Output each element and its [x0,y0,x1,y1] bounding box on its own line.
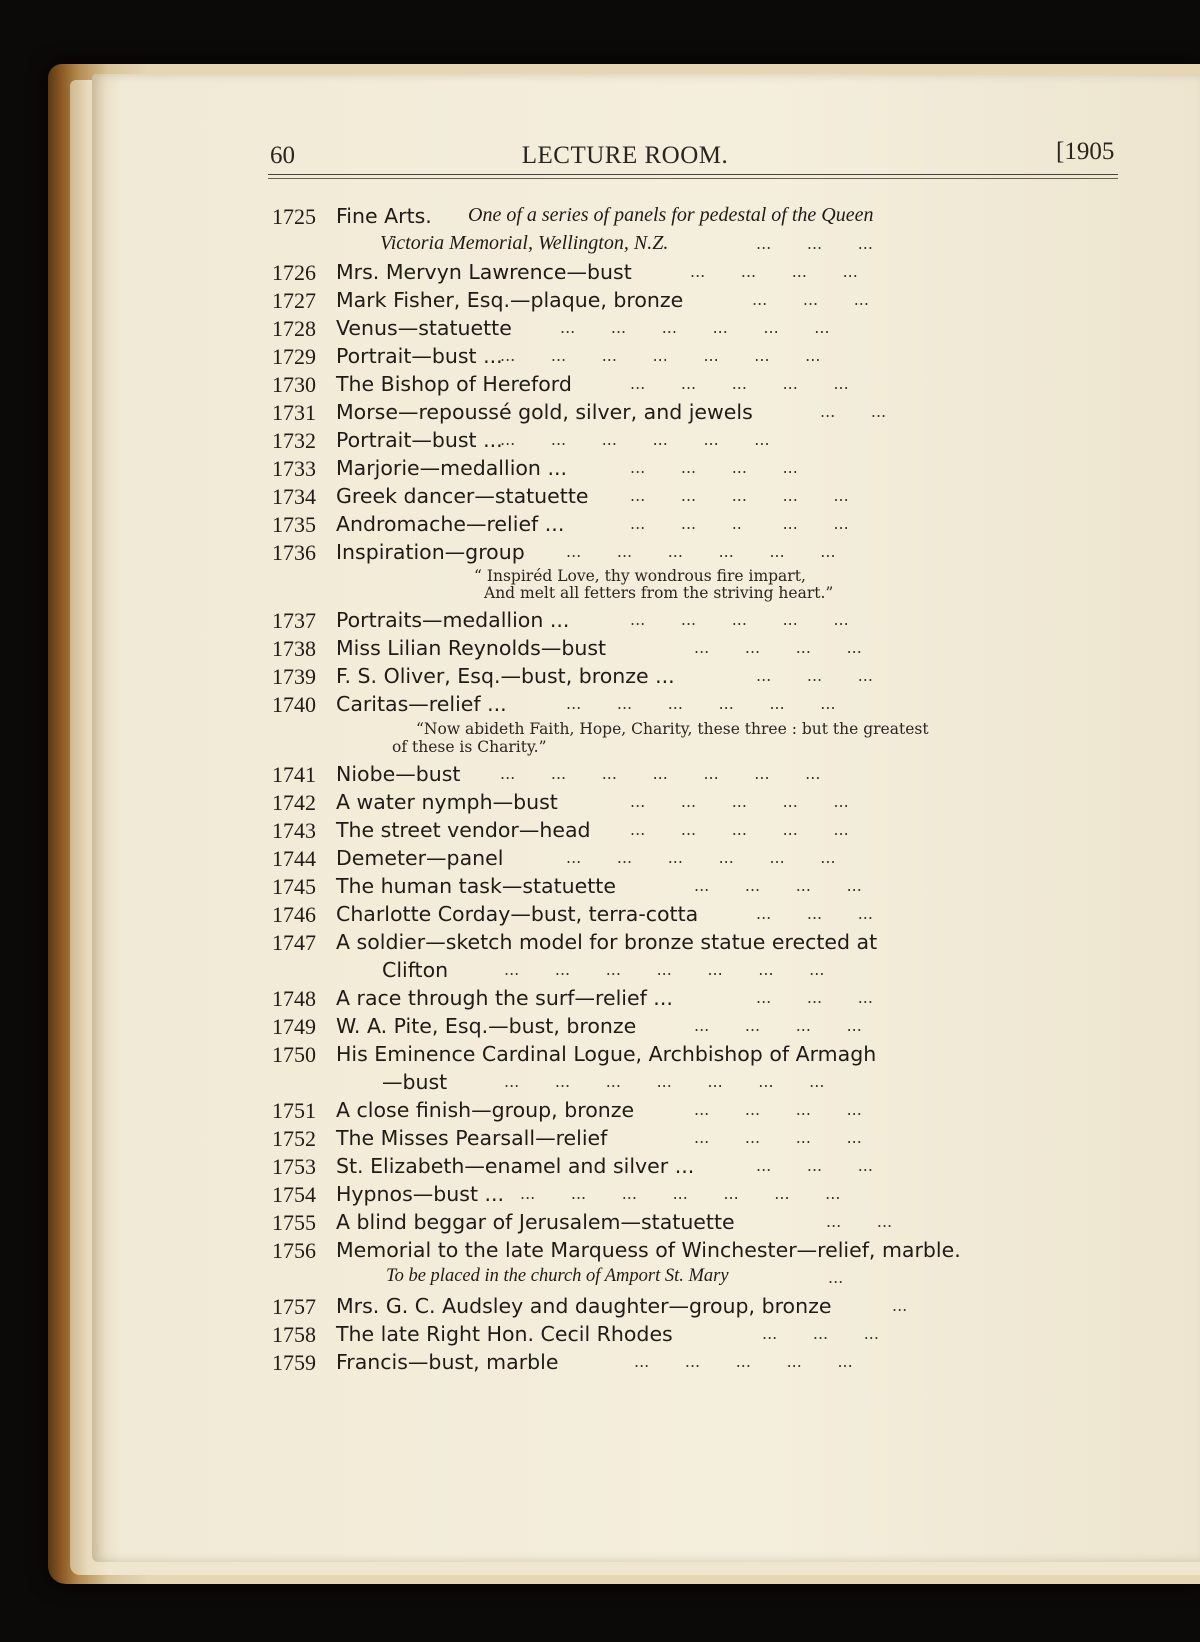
entry-title: F. S. Oliver, Esq.—bust, bronze ... [336,664,675,688]
leader-dots: ... ... ... [762,1324,879,1343]
leader-dots: ... ... [826,1212,893,1231]
entry-number: 1734 [272,484,316,509]
entry-number: 1747 [272,930,316,955]
entry-number: 1726 [272,260,316,285]
entry-note-cont: Victoria Memorial, Wellington, N.Z. [380,232,669,254]
entry-title: Inspiration—group [336,540,525,564]
entry-title-cont: —bust [382,1070,448,1094]
leader-dots: ... ... ... [756,666,873,685]
leader-dots: ... ... ... ... ... [630,610,849,629]
entry-title-cont: Clifton [382,958,449,982]
entry-title: Fine Arts. [336,204,432,228]
page-number: 60 [270,142,295,169]
entry-number: 1739 [272,664,316,689]
entry-number: 1745 [272,874,316,899]
quotation-line: “Now abideth Faith, Hope, Charity, these three : but the greatest [416,720,929,738]
entry-number: 1746 [272,902,316,927]
entry-title: The late Right Hon. Cecil Rhodes [336,1322,673,1346]
entry-title: Greek dancer—statuette [336,484,589,508]
leader-dots: ... ... ... ... ... ... [560,318,830,337]
leader-dots: ... ... ... [756,988,873,1007]
entry-number: 1730 [272,372,316,397]
entry-number: 1735 [272,512,316,537]
entry-title: Mrs. Mervyn Lawrence—bust [336,260,632,284]
entry-number: 1727 [272,288,316,313]
leader-dots: ... ... [820,402,887,421]
leader-dots: ... [892,1296,908,1315]
leader-dots: ... ... ... ... ... ... ... [500,346,821,365]
leader-dots: ... ... ... ... ... ... ... [504,1072,825,1091]
leader-dots: ... ... ... ... [694,1128,862,1147]
entry-note-cont: To be placed in the church of Amport St. Mary [386,1266,729,1286]
entry-title: A race through the surf—relief ... [336,986,673,1010]
entry-title: Charlotte Corday—bust, terra-cotta [336,902,699,926]
entry-title: Portrait—bust ... [336,344,503,368]
entry-title: A close finish—group, bronze [336,1098,635,1122]
entry-number: 1736 [272,540,316,565]
leader-dots: ... ... ... [756,1156,873,1175]
entry-number: 1731 [272,400,316,425]
entry-number: 1738 [272,636,316,661]
entry-number: 1741 [272,762,316,787]
entry-title: Mrs. G. C. Audsley and daughter—group, bronze [336,1294,832,1318]
entry-number: 1755 [272,1210,316,1235]
entry-number: 1740 [272,692,316,717]
leader-dots: ... ... ... ... ... ... [566,694,836,713]
entry-title: Caritas—relief ... [336,692,507,716]
entry-number: 1737 [272,608,316,633]
entry-title: Morse—repoussé gold, silver, and jewels [336,400,753,424]
entry-title: The human task—statuette [336,874,616,898]
entry-title: Portrait—bust ... [336,428,503,452]
entry-number: 1733 [272,456,316,481]
entry-number: 1758 [272,1322,316,1347]
entry-title: A water nymph—bust [336,790,558,814]
leader-dots: ... ... ... ... ... [630,486,849,505]
entry-number: 1752 [272,1126,316,1151]
entry-title: His Eminence Cardinal Logue, Archbishop of Armagh [336,1042,877,1066]
header-year: [1905 [1056,138,1115,165]
leader-dots: ... ... .. ... ... [630,514,849,533]
entry-number: 1759 [272,1350,316,1375]
entry-title: Andromache—relief ... [336,512,565,536]
entry-title: A blind beggar of Jerusalem—statuette [336,1210,735,1234]
entry-title: St. Elizabeth—enamel and silver ... [336,1154,695,1178]
entry-title: W. A. Pite, Esq.—bust, bronze [336,1014,637,1038]
leader-dots: ... ... ... [756,234,873,253]
leader-dots: ... ... ... ... ... ... ... [504,960,825,979]
entry-number: 1751 [272,1098,316,1123]
entry-title: Memorial to the late Marquess of Winchester—relief, marble. [336,1238,961,1262]
leader-dots: ... ... ... ... [694,1016,862,1035]
leader-dots: ... ... ... ... ... ... [566,542,836,561]
entry-title: Marjorie—medallion ... [336,456,567,480]
quotation-line: of these is Charity.” [392,738,547,756]
leader-dots: ... ... ... ... [694,1100,862,1119]
leader-dots: ... ... ... ... ... ... ... [520,1184,841,1203]
leader-dots: ... ... ... ... ... ... [566,848,836,867]
entry-number: 1732 [272,428,316,453]
entry-title: Venus—statuette [336,316,512,340]
leader-dots: ... ... ... ... ... [630,820,849,839]
entry-title: Portraits—medallion ... [336,608,570,632]
leader-dots: ... ... ... ... ... [630,374,849,393]
entry-number: 1728 [272,316,316,341]
leader-dots: ... ... ... ... [690,262,858,281]
entry-title: The Misses Pearsall—relief [336,1126,608,1150]
leader-dots: ... ... ... ... ... [634,1352,853,1371]
entry-title: Demeter—panel [336,846,504,870]
entry-number: 1742 [272,790,316,815]
entry-title: Hypnos—bust ... [336,1182,505,1206]
leader-dots: ... ... ... ... [694,876,862,895]
leader-dots: ... ... ... ... ... ... [500,430,770,449]
quotation-line: And melt all fetters from the striving heart.” [484,584,834,602]
entry-number: 1750 [272,1042,316,1067]
entry-title: The Bishop of Hereford [336,372,572,396]
entry-number: 1749 [272,1014,316,1039]
entry-number: 1757 [272,1294,316,1319]
entry-title: Miss Lilian Reynolds—bust [336,636,607,660]
leader-dots: ... ... ... [752,290,869,309]
leader-dots: ... ... ... ... ... ... ... [500,764,821,783]
leader-dots: ... [828,1268,844,1287]
entry-title: The street vendor—head [336,818,591,842]
entry-number: 1748 [272,986,316,1011]
quotation-line: “ Inspiréd Love, thy wondrous fire impart, [474,567,806,585]
entry-title: Francis—bust, marble [336,1350,559,1374]
entry-title: A soldier—sketch model for bronze statue erected at [336,930,878,954]
entry-number: 1753 [272,1154,316,1179]
leader-dots: ... ... ... ... ... [630,792,849,811]
entry-number: 1744 [272,846,316,871]
entry-number: 1725 [272,204,316,229]
page-title: LECTURE ROOM. [521,142,729,169]
entry-number: 1743 [272,818,316,843]
entry-title: Niobe—bust [336,762,461,786]
entry-number: 1754 [272,1182,316,1207]
leader-dots: ... ... ... [756,904,873,923]
entry-number: 1756 [272,1238,316,1263]
entry-number: 1729 [272,344,316,369]
entry-title: Mark Fisher, Esq.—plaque, bronze [336,288,684,312]
leader-dots: ... ... ... ... [630,458,798,477]
leader-dots: ... ... ... ... [694,638,862,657]
entry-note: One of a series of panels for pedestal of the Queen [468,204,874,226]
